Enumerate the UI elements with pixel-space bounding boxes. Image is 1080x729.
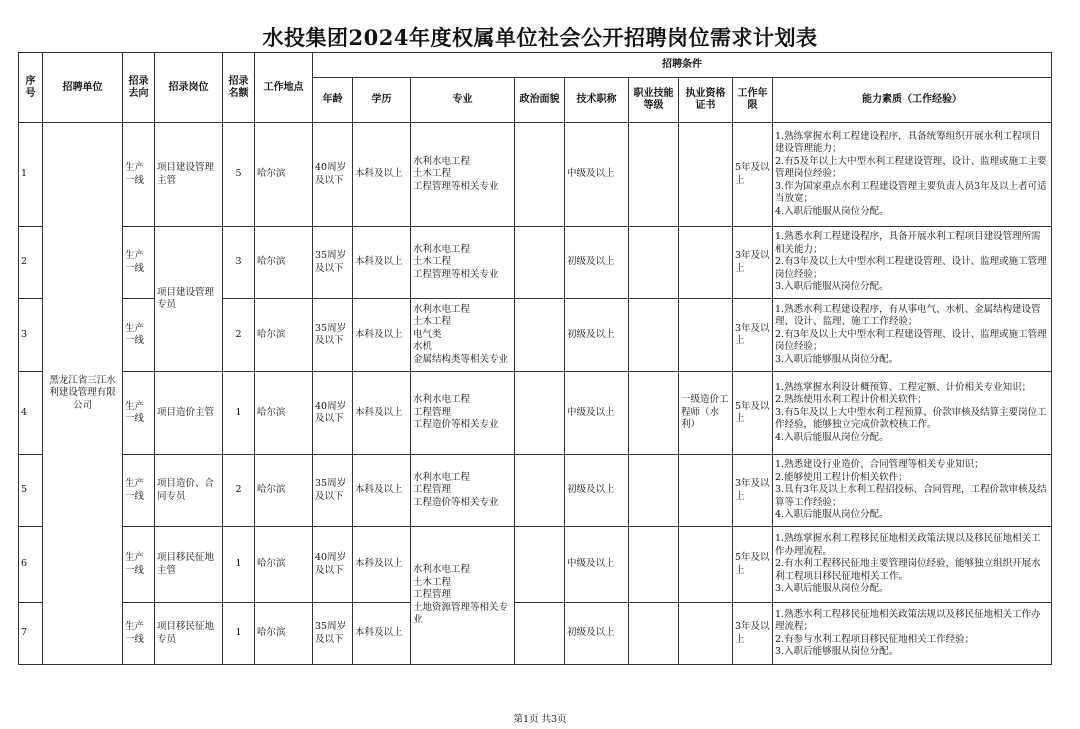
cell-age: 35周岁及以下	[313, 227, 353, 299]
cell-ability: 1.熟练掌握水利工程移民征地相关政策法规以及移民征地相关工作办理流程。 2.有水利工程移民征地主要管理岗位经验，能够独立组织开展水利工程项目移民征地相关工作。 3.入职后能服从岗位分配。	[773, 527, 1052, 603]
cell-title-rank: 初级及以上	[565, 299, 629, 372]
cell-position: 项目建设管理专员	[155, 227, 223, 372]
table-row	[19, 123, 1052, 227]
cell-age: 40周岁及以下	[313, 372, 353, 455]
cell-seq: 3	[19, 299, 43, 372]
cell-ability: 1.熟悉建设行业造价、合同管理等相关专业知识； 2.能够使用工程计价相关软件； 3.具有3年及以上水利工程招投标、合同管理，工程价款审核及结算等工作经验； 4.入职后能服从岗位分配。	[773, 455, 1052, 527]
header-age: 年龄	[313, 78, 353, 123]
cell-quota: 1	[223, 372, 255, 455]
cell-title-rank: 中级及以上	[565, 372, 629, 455]
cell-title-rank: 初级及以上	[565, 227, 629, 299]
cell-ability: 1.熟悉水利工程建设程序，具备开展水利工程项目建设管理所需相关能力； 2.有3年及以上大中型水利工程建设管理、设计、监理或施工管理岗位经验； 3.入职后能服从岗位分配。	[773, 227, 1052, 299]
cell-direction: 生产一线	[123, 123, 155, 227]
cell-quota: 1	[223, 603, 255, 665]
cell-age: 35周岁及以下	[313, 455, 353, 527]
cell-political	[515, 603, 565, 665]
cell-title-rank: 初级及以上	[565, 455, 629, 527]
table-header	[19, 53, 1052, 123]
table-row	[19, 227, 1052, 299]
cell-position: 项目移民征地专员	[155, 603, 223, 665]
cell-years: 5年及以上	[733, 372, 773, 455]
header-quota: 招录名额	[223, 53, 255, 123]
cell-direction: 生产一线	[123, 455, 155, 527]
cell-cert	[679, 455, 733, 527]
cell-cert	[679, 227, 733, 299]
cell-years: 5年及以上	[733, 123, 773, 227]
cell-location: 哈尔滨	[255, 227, 313, 299]
cell-position: 项目建设管理主管	[155, 123, 223, 227]
cell-skill	[629, 227, 679, 299]
cell-years: 3年及以上	[733, 227, 773, 299]
cell-skill	[629, 455, 679, 527]
cell-seq: 5	[19, 455, 43, 527]
cell-major: 水利水电工程 土木工程 工程管理 土地资源管理等相关专业	[411, 527, 515, 665]
header-skill: 职业技能等级	[629, 78, 679, 123]
cell-political	[515, 299, 565, 372]
cell-title-rank: 初级及以上	[565, 603, 629, 665]
cell-skill	[629, 123, 679, 227]
cell-seq: 7	[19, 603, 43, 665]
cell-direction: 生产一线	[123, 227, 155, 299]
cell-direction: 生产一线	[123, 299, 155, 372]
cell-years: 5年及以上	[733, 527, 773, 603]
cell-title-rank: 中级及以上	[565, 527, 629, 603]
cell-quota: 1	[223, 527, 255, 603]
cell-political	[515, 372, 565, 455]
cell-education: 本科及以上	[353, 527, 411, 603]
cell-position: 项目造价、合同专员	[155, 455, 223, 527]
cell-location: 哈尔滨	[255, 603, 313, 665]
cell-location: 哈尔滨	[255, 455, 313, 527]
cell-political	[515, 227, 565, 299]
header-conditions: 招聘条件	[313, 53, 1052, 78]
cell-skill	[629, 372, 679, 455]
cell-direction: 生产一线	[123, 372, 155, 455]
cell-skill	[629, 603, 679, 665]
header-direction: 招录去向	[123, 53, 155, 123]
cell-age: 35周岁及以下	[313, 603, 353, 665]
cell-ability: 1.熟悉水利工程建设程序，有从事电气、水机、金属结构建设管理、设计、监理、施工工作经验； 2.有3年及以上大中型水利工程建设管理、设计、监理或施工管理岗位经验； 3.入职后能够服从岗位分配。	[773, 299, 1052, 372]
header-location: 工作地点	[255, 53, 313, 123]
cell-age: 35周岁及以下	[313, 299, 353, 372]
cell-skill	[629, 299, 679, 372]
cell-years: 3年及以上	[733, 299, 773, 372]
cell-education: 本科及以上	[353, 455, 411, 527]
cell-direction: 生产一线	[123, 603, 155, 665]
cell-political	[515, 123, 565, 227]
cell-quota: 2	[223, 299, 255, 372]
cell-education: 本科及以上	[353, 372, 411, 455]
cell-major: 水利水电工程 土木工程 工程管理等相关专业	[411, 227, 515, 299]
header-title-rank: 技术职称	[565, 78, 629, 123]
header-position: 招录岗位	[155, 53, 223, 123]
cell-cert	[679, 123, 733, 227]
header-ability: 能力素质（工作经验）	[773, 78, 1052, 123]
cell-major: 水利水电工程 土木工程 工程管理等相关专业	[411, 123, 515, 227]
cell-location: 哈尔滨	[255, 123, 313, 227]
table-row	[19, 603, 1052, 665]
header-cert: 执业资格证书	[679, 78, 733, 123]
header-unit: 招聘单位	[43, 53, 123, 123]
cell-position: 项目造价主管	[155, 372, 223, 455]
cell-unit: 黑龙江省三江水利建设管理有限公司	[43, 123, 123, 665]
cell-years: 3年及以上	[733, 603, 773, 665]
cell-ability: 1.熟悉水利工程移民征地相关政策法规以及移民征地相关工作办理流程； 2.有参与水利工程项目移民征地相关工作经验； 3.入职后能够服从岗位分配。	[773, 603, 1052, 665]
cell-political	[515, 527, 565, 603]
cell-location: 哈尔滨	[255, 527, 313, 603]
cell-education: 本科及以上	[353, 123, 411, 227]
cell-skill	[629, 527, 679, 603]
cell-title-rank: 中级及以上	[565, 123, 629, 227]
cell-quota: 3	[223, 227, 255, 299]
cell-quota: 5	[223, 123, 255, 227]
cell-major: 水利水电工程 土木工程 电气类 水机 金属结构类等相关专业	[411, 299, 515, 372]
page-title: 水投集团2024年度权属单位社会公开招聘岗位需求计划表	[262, 25, 818, 50]
cell-major: 水利水电工程 工程管理 工程造价等相关专业	[411, 372, 515, 455]
cell-political	[515, 455, 565, 527]
header-seq: 序号	[19, 53, 43, 123]
cell-years: 3年及以上	[733, 455, 773, 527]
cell-seq: 6	[19, 527, 43, 603]
table-row	[19, 455, 1052, 527]
cell-cert	[679, 299, 733, 372]
header-major: 专业	[411, 78, 515, 123]
cell-location: 哈尔滨	[255, 299, 313, 372]
cell-education: 本科及以上	[353, 299, 411, 372]
cell-education: 本科及以上	[353, 227, 411, 299]
recruitment-plan-table	[18, 52, 1052, 665]
header-years: 工作年限	[733, 78, 773, 123]
table-row	[19, 527, 1052, 603]
cell-cert	[679, 527, 733, 603]
cell-ability: 1.熟练掌握水利设计概预算、工程定额、计价相关专业知识； 2.熟练使用水利工程计价相关软件； 3.有5年及以上大中型水利工程预算、价款审核及结算主要岗位工作经验，能够独立完成价款校核工作。 4.入职后能服从岗位分配。	[773, 372, 1052, 455]
cell-seq: 4	[19, 372, 43, 455]
cell-major: 水利水电工程 工程管理 工程造价等相关专业	[411, 455, 515, 527]
cell-ability: 1.熟练掌握水利工程建设程序，具备统筹组织开展水利工程项目建设管理能力； 2.有5及年以上大中型水利工程建设管理、设计、监理或施工主要管理岗位经验； 3.作为国家重点水利工程建设管理主要负责人员3年及以上者可适当放宽； 4.入职后能服从岗位分配。	[773, 123, 1052, 227]
cell-location: 哈尔滨	[255, 372, 313, 455]
cell-cert: 一级造价工程师（水利）	[679, 372, 733, 455]
cell-age: 40周岁及以下	[313, 527, 353, 603]
cell-age: 40周岁及以下	[313, 123, 353, 227]
table-row	[19, 372, 1052, 455]
cell-education: 本科及以上	[353, 603, 411, 665]
cell-quota: 2	[223, 455, 255, 527]
cell-seq: 1	[19, 123, 43, 227]
header-education: 学历	[353, 78, 411, 123]
header-political: 政治面貌	[515, 78, 565, 123]
cell-seq: 2	[19, 227, 43, 299]
cell-cert	[679, 603, 733, 665]
cell-direction: 生产一线	[123, 527, 155, 603]
page-number: 第1页 共3页	[513, 714, 567, 725]
cell-position: 项目移民征地主管	[155, 527, 223, 603]
